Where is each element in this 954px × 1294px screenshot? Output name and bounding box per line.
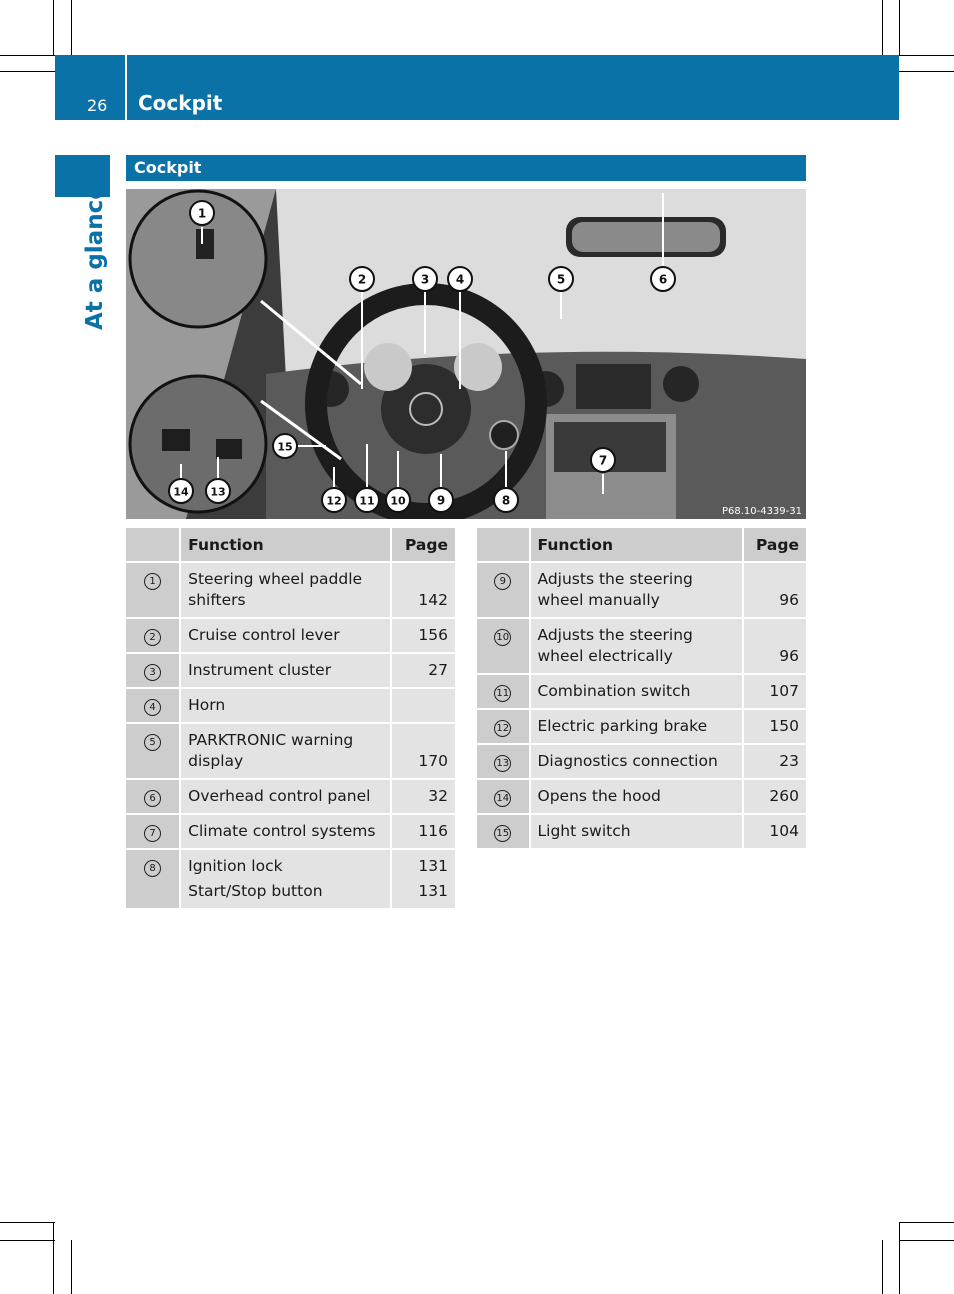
callout-label: 4 — [455, 272, 465, 287]
row-number — [126, 618, 180, 653]
page-line: 131 — [418, 857, 448, 875]
page-cell: 150 — [743, 709, 806, 744]
number-badge: 4 — [144, 699, 161, 716]
row-number — [477, 618, 530, 674]
row-number — [126, 814, 180, 849]
function-cell: Combination switch — [530, 674, 744, 709]
callout-label: 10 — [390, 494, 406, 508]
table-header-row — [126, 528, 455, 562]
crop-mark — [882, 0, 883, 55]
crop-mark — [899, 71, 954, 72]
page-cell — [391, 688, 455, 723]
num-header — [126, 528, 180, 562]
function-header: Function — [530, 528, 744, 562]
page-cell — [391, 849, 455, 908]
number-badge: 7 — [144, 825, 161, 842]
crop-mark — [53, 0, 54, 55]
crop-mark — [0, 1222, 55, 1223]
function-cell: Adjusts the steering wheel electrically — [530, 618, 744, 674]
page-cell: 107 — [743, 674, 806, 709]
page-cell: 116 — [391, 814, 455, 849]
callout-label: 5 — [556, 272, 566, 287]
row-number — [477, 814, 530, 848]
callout-9 — [429, 488, 453, 512]
callout-12 — [322, 488, 346, 512]
number-badge: 13 — [494, 755, 511, 772]
function-cell: Steering wheel paddle shifters — [180, 562, 390, 618]
row-number — [126, 653, 180, 688]
function-cell: Cruise control lever — [180, 618, 390, 653]
callout-2 — [350, 267, 374, 291]
callout-label: 2 — [357, 272, 367, 287]
crop-mark — [899, 55, 954, 56]
function-cell: Electric parking brake — [530, 709, 744, 744]
function-cell: Light switch — [530, 814, 744, 848]
crop-mark — [899, 1240, 954, 1241]
table-row — [477, 814, 806, 848]
table-row — [477, 744, 806, 779]
function-cell: Adjusts the steering wheel manually — [530, 562, 744, 618]
callout-11 — [355, 488, 379, 512]
function-cell: Diagnostics connection — [530, 744, 744, 779]
page-cell: 142 — [391, 562, 455, 618]
callout-6 — [651, 267, 675, 291]
page-line: 131 — [418, 882, 448, 900]
section-heading — [126, 155, 806, 181]
number-badge: 3 — [144, 664, 161, 681]
number-badge: 5 — [144, 734, 161, 751]
table-row — [477, 709, 806, 744]
table-row — [126, 723, 455, 779]
number-badge: 9 — [494, 573, 511, 590]
callout-15 — [273, 434, 297, 458]
page-cell: 156 — [391, 618, 455, 653]
callout-1 — [190, 201, 214, 225]
callout-label: 1 — [197, 206, 207, 221]
row-number — [126, 723, 180, 779]
table-row — [126, 618, 455, 653]
crop-mark — [71, 0, 72, 55]
table-row — [477, 562, 806, 618]
crop-mark — [882, 1240, 883, 1294]
callout-3 — [413, 267, 437, 291]
callout-label: 8 — [501, 493, 511, 508]
callout-label: 6 — [658, 272, 668, 287]
page-cell: 32 — [391, 779, 455, 814]
function-cell: Opens the hood — [530, 779, 744, 814]
page-title: Cockpit — [138, 91, 223, 115]
crop-mark — [0, 55, 55, 56]
function-cell — [180, 849, 390, 908]
number-badge: 11 — [494, 685, 511, 702]
table-row — [477, 674, 806, 709]
callout-4 — [448, 267, 472, 291]
function-cell: Climate control systems — [180, 814, 390, 849]
callout-label: 11 — [359, 494, 375, 508]
table-row — [126, 814, 455, 849]
crop-mark — [899, 1222, 954, 1223]
number-badge: 2 — [144, 629, 161, 646]
number-badge: 12 — [494, 720, 511, 737]
number-badge: 14 — [494, 790, 511, 807]
crop-mark — [899, 1222, 900, 1294]
page-cell: 260 — [743, 779, 806, 814]
side-tab-label: At a glance — [82, 184, 108, 330]
number-badge: 8 — [144, 860, 161, 877]
table-row — [477, 779, 806, 814]
table-row — [477, 618, 806, 674]
callout-label: 7 — [598, 453, 608, 468]
page-header-cell: Page — [743, 528, 806, 562]
number-badge: 1 — [144, 573, 161, 590]
callout-8 — [494, 488, 518, 512]
num-header — [477, 528, 530, 562]
row-number — [477, 674, 530, 709]
callout-label: 9 — [436, 493, 446, 508]
page-cell: 23 — [743, 744, 806, 779]
table-row — [126, 562, 455, 618]
section-title: Cockpit — [134, 158, 202, 177]
number-badge: 6 — [144, 790, 161, 807]
callout-5 — [549, 267, 573, 291]
table-row — [126, 849, 455, 908]
function-table-right — [477, 528, 806, 848]
table-row — [126, 653, 455, 688]
page-header-cell: Page — [391, 528, 455, 562]
function-line: Ignition lock — [188, 857, 283, 875]
page-number: 26 — [87, 96, 108, 115]
callout-13 — [206, 479, 230, 503]
table-row — [126, 779, 455, 814]
function-cell: Instrument cluster — [180, 653, 390, 688]
crop-mark — [71, 1240, 72, 1294]
row-number — [126, 849, 180, 908]
crop-mark — [899, 0, 900, 55]
row-number — [477, 779, 530, 814]
callout-label: 15 — [277, 440, 293, 454]
image-ref-code: P68.10-4339-31 — [721, 506, 802, 517]
header-divider — [125, 55, 127, 120]
function-cell: Horn — [180, 688, 390, 723]
crop-mark — [53, 1222, 54, 1294]
crop-mark — [0, 71, 55, 72]
page-cell: 96 — [743, 562, 806, 618]
page-cell: 104 — [743, 814, 806, 848]
function-cell: PARKTRONIC warning display — [180, 723, 390, 779]
row-number — [477, 709, 530, 744]
function-header: Function — [180, 528, 390, 562]
row-number — [477, 562, 530, 618]
row-number — [126, 562, 180, 618]
page-header — [55, 55, 899, 120]
callout-label: 3 — [420, 272, 430, 287]
row-number — [477, 744, 530, 779]
callout-label: 12 — [326, 494, 342, 508]
function-line: Start/Stop button — [188, 882, 323, 900]
callout-14 — [169, 479, 193, 503]
row-number — [126, 688, 180, 723]
function-cell: Overhead control panel — [180, 779, 390, 814]
page-cell: 27 — [391, 653, 455, 688]
callout-label: 13 — [210, 485, 226, 499]
callout-label: 14 — [173, 485, 189, 499]
crop-mark — [0, 1240, 55, 1241]
number-badge: 15 — [494, 825, 511, 842]
number-badge: 10 — [494, 629, 511, 646]
table-header-row — [477, 528, 806, 562]
page-cell: 96 — [743, 618, 806, 674]
function-table-left — [126, 528, 455, 908]
row-number — [126, 779, 180, 814]
callout-10 — [386, 488, 410, 512]
cockpit-photo — [126, 189, 806, 519]
callout-7 — [591, 448, 615, 472]
page-cell: 170 — [391, 723, 455, 779]
table-row — [126, 688, 455, 723]
